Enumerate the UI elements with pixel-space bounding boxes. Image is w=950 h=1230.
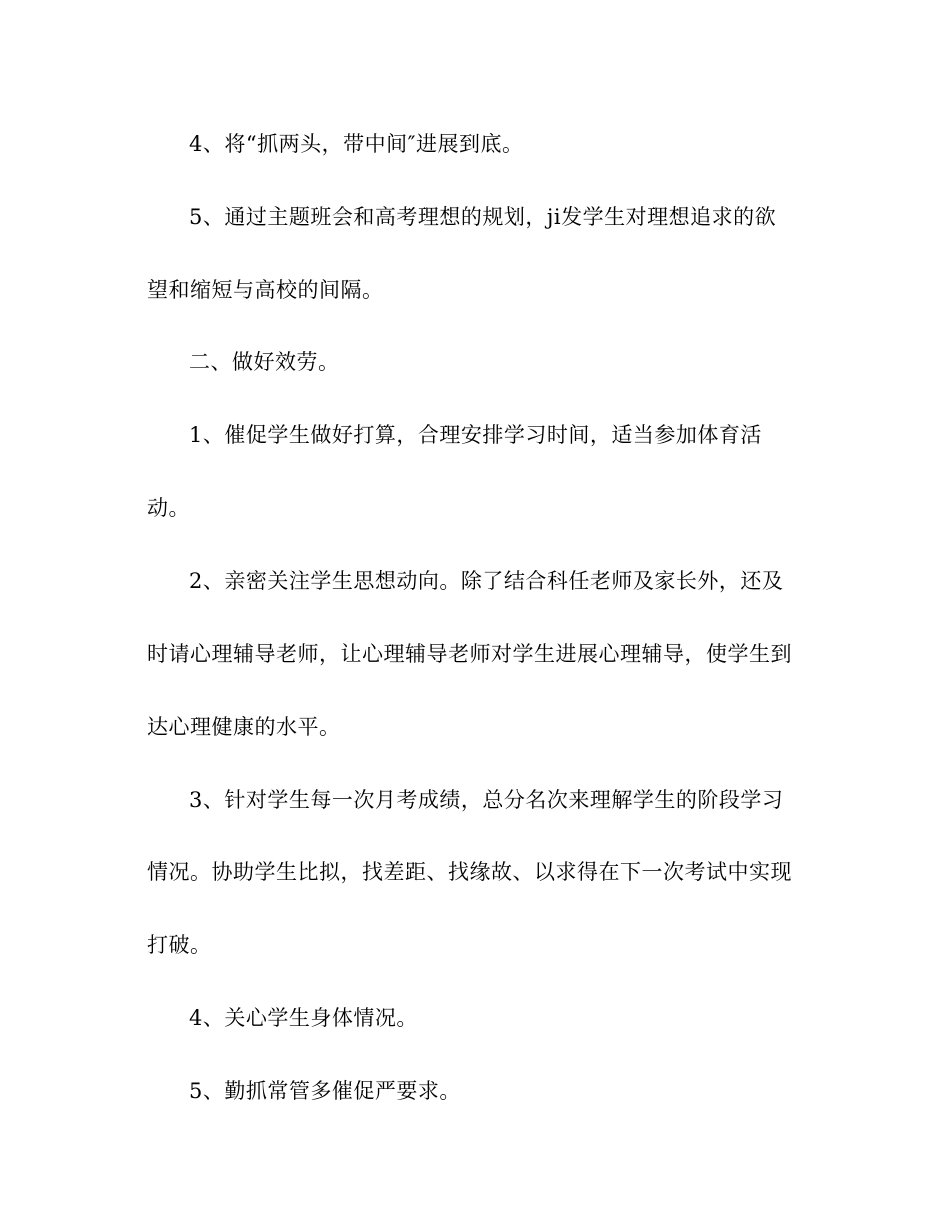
item-4-grasp-both-ends: 4、将“抓两头，带中间″进展到底。 [189,132,524,156]
item-2-attention-line-3: 达心理健康的水平。 [147,715,341,739]
item-5-theme-meeting-line-1: 5、通过主题班会和高考理想的规划，ji发学生对理想追求的欲 [189,205,777,229]
item-5-management: 5、勤抓常管多催促严要求。 [189,1079,461,1103]
item-3-exam-line-3: 打破。 [147,933,212,957]
item-4-health: 4、关心学生身体情况。 [189,1006,418,1030]
item-3-exam-line-1: 3、针对学生每一次月考成绩，总分名次来理解学生的阶段学习 [189,788,784,812]
item-3-exam-line-2: 情况。协助学生比拟，找差距、找缘故、以求得在下一次考试中实现 [147,860,792,884]
item-5-theme-meeting-line-2: 望和缩短与高校的间隔。 [147,278,384,302]
item-2-attention-line-2: 时请心理辅导老师，让心理辅导老师对学生进展心理辅导，使学生到 [147,642,792,666]
section-heading-service: 二、做好效劳。 [189,350,340,374]
item-1-plan-line-2: 动。 [147,496,190,520]
item-2-attention-line-1: 2、亲密关注学生思想动向。除了结合科任老师及家长外，还及 [189,569,784,593]
item-1-plan-line-1: 1、催促学生做好打算，合理安排学习时间，适当参加体育活 [189,423,762,447]
